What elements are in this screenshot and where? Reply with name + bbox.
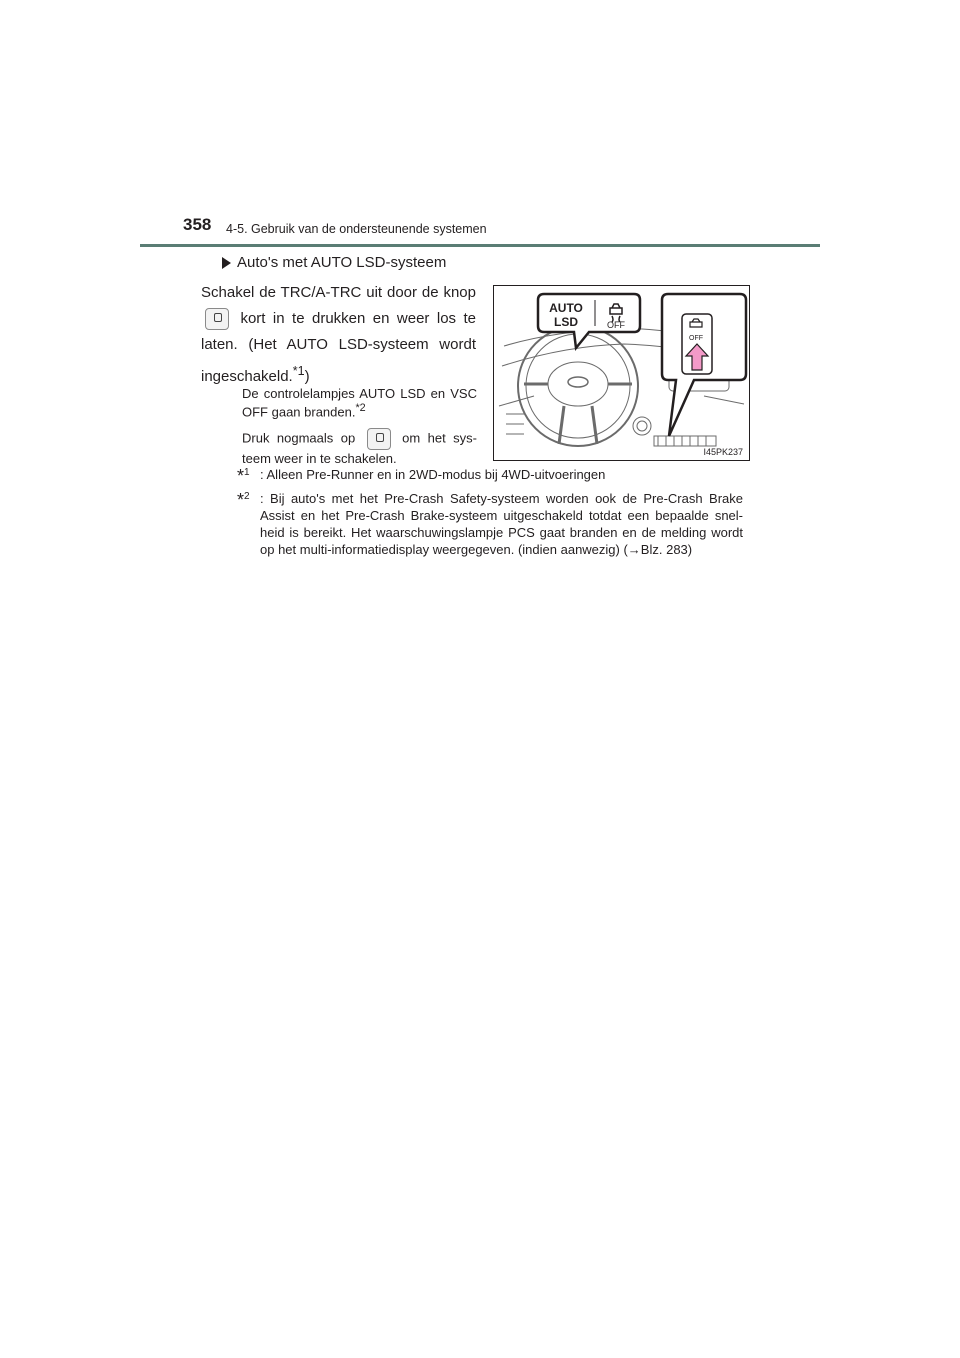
- subsection-heading: [222, 254, 446, 271]
- figure-code: I45PK237: [703, 447, 743, 457]
- note2-text-2: om het sys- teem weer in te schakelen.: [242, 430, 477, 466]
- heading-text: Auto's met AUTO LSD-systeem: [237, 254, 447, 271]
- footnote-1: [237, 466, 743, 486]
- instruction-text-1: Schakel de TRC/A-TRC uit door de knop: [201, 284, 476, 301]
- header-rule: [140, 244, 820, 247]
- footnote-mark: *$^2$: [237, 490, 250, 510]
- triangle-bullet-icon: [222, 257, 231, 269]
- instruction-text-2: kort in te drukken en weer los te laten. (Het AUTO LSD-systeem wordt ingeschakeld.: [201, 310, 477, 385]
- instruction-paragraph: [201, 280, 476, 390]
- note1-ref: *2: [355, 402, 366, 414]
- footnote-2: [237, 490, 743, 558]
- dashboard-drawing: [494, 286, 749, 460]
- vsc-off-button-icon-small: [367, 428, 391, 450]
- vsc-off-button-icon: [205, 308, 229, 330]
- note2-text-1: Druk nogmaals op: [242, 430, 356, 446]
- note-indicators: [242, 386, 477, 419]
- footnote-ref: *1: [292, 364, 305, 378]
- off-label: OFF: [607, 320, 625, 330]
- page-number: 358: [183, 215, 212, 234]
- instruction-text-end: ): [304, 368, 310, 385]
- footnote-mark: *$^1$: [237, 466, 250, 486]
- note-reactivate: [242, 428, 477, 467]
- lsd-label: LSD: [554, 315, 578, 329]
- footnote-text: : Bij auto's met het Pre-Crash Safety-systeem worden ook de Pre-Crash Brake Assist en het Pre-Crash Brake-systeem uitgeschakeld totdat een bepaalde snel- heid is bereikt. Het waarschuwingslampje PCS gaat branden en de melding wordt op het multi-informatiedisplay weergegeven. (indien aanwezig) (→Blz. 283): [260, 491, 743, 557]
- switch-off-label: OFF: [689, 335, 703, 342]
- note1-text: De controlelampjes AUTO LSD en VSC OFF gaan branden.: [242, 386, 477, 420]
- auto-label: AUTO: [549, 301, 583, 315]
- footnote-text: : Alleen Pre-Runner en in 2WD-modus bij 4WD-uitvoeringen: [260, 467, 606, 482]
- dashboard-illustration: [493, 285, 750, 461]
- section-title: 4-5. Gebruik van de ondersteunende systemen: [226, 222, 487, 236]
